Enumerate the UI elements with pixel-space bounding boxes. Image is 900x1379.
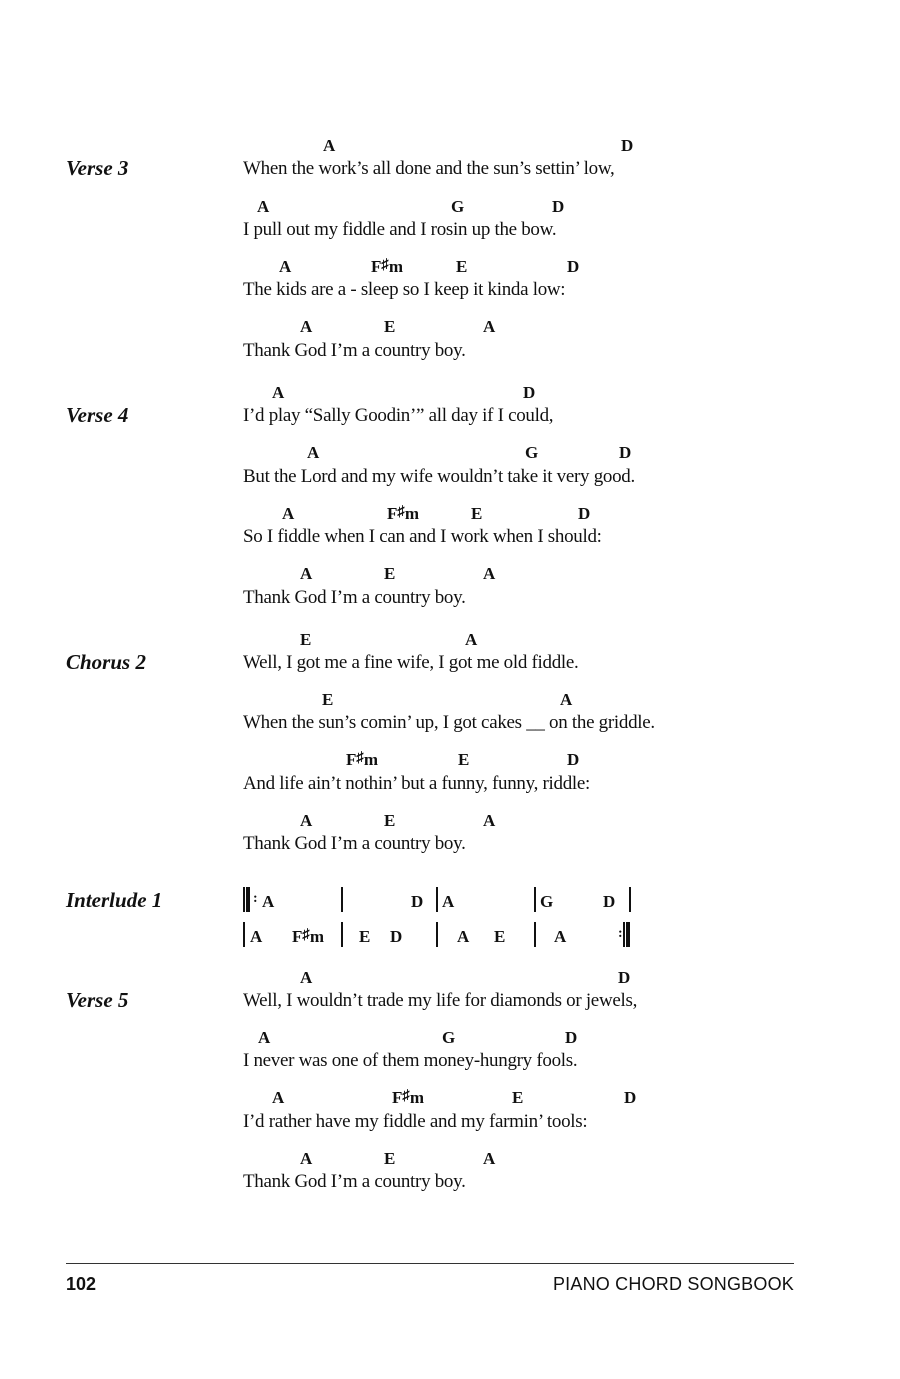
chord: A (300, 317, 313, 336)
lyric-line: Thank God I’m a country boy. (243, 587, 466, 608)
chord: E (384, 811, 396, 830)
chord: E (300, 630, 312, 649)
chord: D (523, 383, 536, 402)
lyric-line: The kids are a - sleep so I keep it kinda low: (243, 279, 566, 300)
chord: A (554, 927, 567, 946)
chord: D (567, 750, 580, 769)
lyric-line: I pull out my fiddle and I rosin up the bow. (243, 219, 557, 240)
chord: D (621, 136, 634, 155)
chord: G (525, 443, 539, 462)
chord: E (458, 750, 470, 769)
chord: A (258, 1028, 271, 1047)
chord: E (456, 257, 468, 276)
barline (534, 922, 536, 947)
page-number: 102 (66, 1274, 97, 1294)
chord: A (272, 1088, 285, 1107)
chord: A (307, 443, 320, 462)
barline (436, 887, 438, 912)
barline (623, 922, 625, 947)
chord: E (384, 564, 396, 583)
chord: D (565, 1028, 578, 1047)
chord: A (300, 968, 313, 987)
chord: D (390, 927, 403, 946)
lyric-line: When the sun’s comin’ up, I got cakes __ on the griddle. (243, 712, 655, 733)
chord-f-sharp-minor: F♯m (387, 504, 420, 523)
chord-f-sharp-minor: F♯m (346, 750, 379, 769)
chord: A (483, 317, 496, 336)
lyric-line: Well, I wouldn’t trade my life for diamonds or jewels, (243, 990, 638, 1011)
section-label-verse-3: Verse 3 (66, 156, 129, 180)
barline (243, 922, 245, 947)
lyric-line: Thank God I’m a country boy. (243, 833, 466, 854)
chord: E (512, 1088, 524, 1107)
chord-f-sharp-minor: F♯m (292, 927, 325, 946)
barline (629, 887, 631, 912)
chord: G (540, 892, 554, 911)
chord: A (465, 630, 478, 649)
lyric-line: Thank God I’m a country boy. (243, 1171, 466, 1192)
chord: E (471, 504, 483, 523)
chord: A (282, 504, 295, 523)
chord: G (442, 1028, 456, 1047)
sharp-symbol: ♯ (302, 927, 310, 943)
sharp-symbol: ♯ (381, 257, 389, 273)
chord: A (300, 811, 313, 830)
chord-f-sharp-minor: F♯m (371, 257, 404, 276)
chord: A (300, 1149, 313, 1168)
lyric-line: When the work’s all done and the sun’s settin’ low, (243, 158, 615, 179)
lyric-line: So I fiddle when I can and I work when I should: (243, 526, 602, 547)
chord: E (359, 927, 371, 946)
lyric-line: I never was one of them money-hungry fools. (243, 1050, 578, 1071)
section-label-interlude-1: Interlude 1 (66, 888, 163, 912)
chord: D (567, 257, 580, 276)
lyric-line: Thank God I’m a country boy. (243, 340, 466, 361)
lyric-line: Well, I got me a fine wife, I got me old fiddle. (243, 652, 579, 673)
chord: E (384, 317, 396, 336)
chord: A (483, 1149, 496, 1168)
section-label-verse-4: Verse 4 (66, 403, 129, 427)
chord: A (323, 136, 336, 155)
lyric-line: But the Lord and my wife wouldn’t take it very good. (243, 466, 635, 487)
chord: E (494, 927, 506, 946)
sharp-symbol: ♯ (397, 504, 405, 520)
barline (436, 922, 438, 947)
chord: D (624, 1088, 637, 1107)
chord: A (300, 564, 313, 583)
chord: D (578, 504, 591, 523)
repeat-dots: : (253, 891, 258, 906)
chord: D (618, 968, 631, 987)
section-label-verse-5: Verse 5 (66, 988, 129, 1012)
chord: A (272, 383, 285, 402)
chord-f-sharp-minor: F♯m (392, 1088, 425, 1107)
chord: A (483, 811, 496, 830)
chord: A (262, 892, 275, 911)
chord: E (384, 1149, 396, 1168)
chord: D (552, 197, 565, 216)
chord: A (257, 197, 270, 216)
repeat-end-barline (626, 922, 630, 947)
sharp-symbol: ♯ (402, 1088, 410, 1104)
chord: G (451, 197, 465, 216)
barline (243, 887, 245, 912)
repeat-start-barline (246, 887, 250, 912)
lyric-line: I’d play “Sally Goodin’” all day if I could, (243, 405, 554, 426)
chord: A (279, 257, 292, 276)
repeat-dots: : (618, 926, 623, 941)
chord: A (483, 564, 496, 583)
chord: A (442, 892, 455, 911)
chord: E (322, 690, 334, 709)
lyric-line: And life ain’t nothin’ but a funny, funny, riddle: (243, 773, 590, 794)
chord: D (603, 892, 616, 911)
book-title: PIANO CHORD SONGBOOK (552, 1274, 794, 1294)
chord: D (619, 443, 632, 462)
sharp-symbol: ♯ (356, 750, 364, 766)
chord: A (250, 927, 263, 946)
section-label-chorus-2: Chorus 2 (66, 650, 146, 674)
barline (534, 887, 536, 912)
chord: A (457, 927, 470, 946)
chord: D (411, 892, 424, 911)
footer-divider (66, 1263, 794, 1264)
chord: A (560, 690, 573, 709)
barline (341, 887, 343, 912)
lyric-line: I’d rather have my fiddle and my farmin’ tools: (243, 1111, 588, 1132)
barline (341, 922, 343, 947)
